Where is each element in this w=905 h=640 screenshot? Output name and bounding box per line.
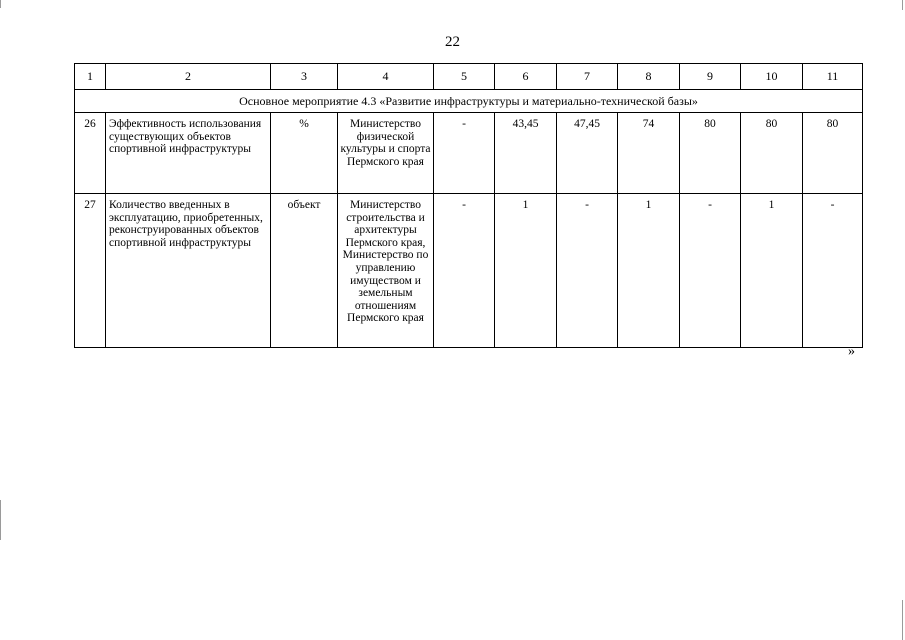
value-cell: 43,45 <box>495 113 557 194</box>
value-cell: - <box>434 113 495 194</box>
value-cell: 80 <box>680 113 741 194</box>
scan-edge-mark <box>0 0 1 8</box>
scan-edge-mark <box>0 500 1 540</box>
value-cell: - <box>680 194 741 348</box>
value-cell: 1 <box>618 194 680 348</box>
row-number: 27 <box>75 194 106 348</box>
table-row <box>75 194 863 348</box>
table-header-row <box>75 64 863 90</box>
header-cell: 11 <box>803 64 863 90</box>
unit-cell: объект <box>271 194 338 348</box>
value-cell: 1 <box>495 194 557 348</box>
header-cell: 2 <box>106 64 271 90</box>
value-cell: - <box>434 194 495 348</box>
value-cell: 74 <box>618 113 680 194</box>
executor-cell: Министерство физической культуры и спорта Пермского края <box>338 113 434 194</box>
header-cell: 1 <box>75 64 106 90</box>
indicators-table <box>74 63 863 348</box>
indicator-name: Количество введенных в эксплуатацию, приобретенных, реконструированных объектов спортивной инфраструктуры <box>106 194 271 348</box>
header-cell: 5 <box>434 64 495 90</box>
value-cell: 80 <box>741 113 803 194</box>
executor-cell: Министерство строительства и архитектуры Пермского края, Министерство по управлению имуществом и земельным отношениям Пермского края <box>338 194 434 348</box>
header-cell: 6 <box>495 64 557 90</box>
value-cell: 1 <box>741 194 803 348</box>
header-cell: 3 <box>271 64 338 90</box>
section-title: Основное мероприятие 4.3 «Развитие инфраструктуры и материально-технической базы» <box>75 90 863 113</box>
table-row <box>75 113 863 194</box>
header-cell: 10 <box>741 64 803 90</box>
page-number: 22 <box>445 34 460 50</box>
header-cell: 9 <box>680 64 741 90</box>
header-cell: 8 <box>618 64 680 90</box>
scan-edge-mark <box>902 600 903 640</box>
value-cell: - <box>803 194 863 348</box>
header-cell: 7 <box>557 64 618 90</box>
value-cell: 47,45 <box>557 113 618 194</box>
unit-cell: % <box>271 113 338 194</box>
section-row <box>75 90 863 113</box>
header-cell: 4 <box>338 64 434 90</box>
indicator-name: Эффективность использования существующих объектов спортивной инфраструктуры <box>106 113 271 194</box>
value-cell: 80 <box>803 113 863 194</box>
row-number: 26 <box>75 113 106 194</box>
scan-edge-mark <box>902 0 903 10</box>
closing-quote: » <box>848 344 855 359</box>
value-cell: - <box>557 194 618 348</box>
